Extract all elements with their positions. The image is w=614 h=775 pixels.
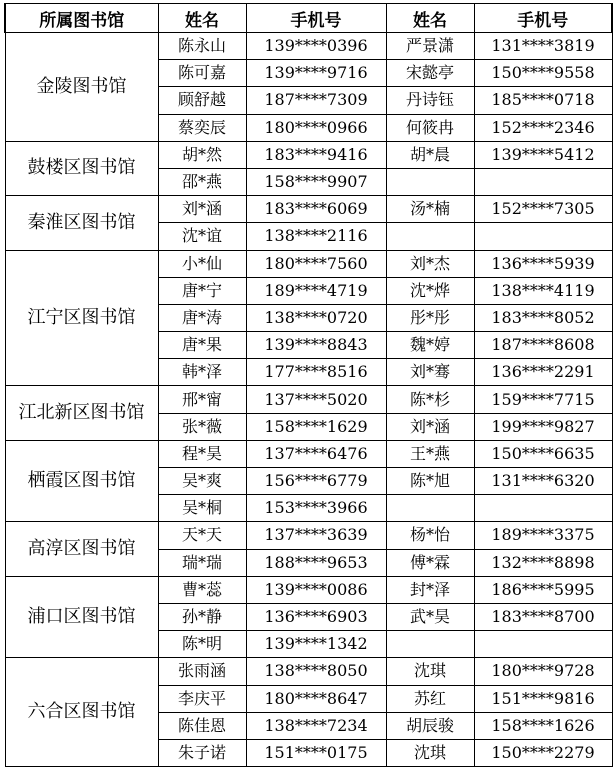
name-1-cell: 蔡奕辰 bbox=[158, 114, 246, 141]
header-name-2: 姓名 bbox=[386, 4, 474, 33]
phone-2-cell: 150****6635 bbox=[474, 440, 612, 467]
name-2-cell: 刘*涵 bbox=[386, 413, 474, 440]
name-1-cell: 陈*明 bbox=[158, 631, 246, 658]
phone-2-cell bbox=[474, 495, 612, 522]
name-2-cell: 彤*彤 bbox=[386, 304, 474, 331]
phone-2-cell: 136****2291 bbox=[474, 359, 612, 386]
header-library: 所属图书馆 bbox=[5, 4, 158, 33]
name-1-cell: 邵*燕 bbox=[158, 168, 246, 195]
header-phone-1: 手机号 bbox=[246, 4, 386, 33]
table-row bbox=[5, 250, 612, 277]
name-2-cell: 封*泽 bbox=[386, 576, 474, 603]
name-1-cell: 顾舒越 bbox=[158, 87, 246, 114]
table-row bbox=[5, 196, 612, 223]
phone-2-cell: 136****5939 bbox=[474, 250, 612, 277]
table-row bbox=[5, 522, 612, 549]
name-2-cell: 汤*楠 bbox=[386, 196, 474, 223]
name-2-cell: 丹诗钰 bbox=[386, 87, 474, 114]
phone-2-cell: 187****8608 bbox=[474, 332, 612, 359]
phone-1-cell: 180****7560 bbox=[246, 250, 386, 277]
table-row bbox=[5, 658, 612, 685]
library-cell: 栖霞区图书馆 bbox=[5, 440, 158, 522]
phone-1-cell: 151****0175 bbox=[246, 739, 386, 766]
phone-1-cell: 189****4719 bbox=[246, 277, 386, 304]
name-2-cell: 胡*晨 bbox=[386, 141, 474, 168]
name-1-cell: 张雨涵 bbox=[158, 658, 246, 685]
phone-1-cell: 139****1342 bbox=[246, 631, 386, 658]
name-1-cell: 韩*泽 bbox=[158, 359, 246, 386]
name-2-cell: 严景潇 bbox=[386, 33, 474, 60]
header-row bbox=[5, 4, 612, 33]
name-1-cell: 朱子诺 bbox=[158, 739, 246, 766]
name-1-cell: 刘*涵 bbox=[158, 196, 246, 223]
header-name-1: 姓名 bbox=[158, 4, 246, 33]
phone-2-cell: 150****9558 bbox=[474, 60, 612, 87]
name-2-cell: 沈琪 bbox=[386, 739, 474, 766]
name-2-cell: 宋懿亭 bbox=[386, 60, 474, 87]
name-2-cell: 魏*婷 bbox=[386, 332, 474, 359]
library-cell: 江宁区图书馆 bbox=[5, 250, 158, 386]
phone-2-cell: 183****8052 bbox=[474, 304, 612, 331]
library-cell: 高淳区图书馆 bbox=[5, 522, 158, 576]
name-2-cell bbox=[386, 631, 474, 658]
phone-2-cell: 189****3375 bbox=[474, 522, 612, 549]
phone-1-cell: 138****0720 bbox=[246, 304, 386, 331]
name-2-cell: 杨*怡 bbox=[386, 522, 474, 549]
phone-1-cell: 177****8516 bbox=[246, 359, 386, 386]
name-2-cell: 刘*骞 bbox=[386, 359, 474, 386]
phone-1-cell: 139****8843 bbox=[246, 332, 386, 359]
phone-1-cell: 158****9907 bbox=[246, 168, 386, 195]
phone-1-cell: 136****6903 bbox=[246, 603, 386, 630]
phone-1-cell: 137****5020 bbox=[246, 386, 386, 413]
name-2-cell: 王*燕 bbox=[386, 440, 474, 467]
name-2-cell: 陈*旭 bbox=[386, 468, 474, 495]
table-row bbox=[5, 33, 612, 60]
name-2-cell bbox=[386, 168, 474, 195]
phone-1-cell: 158****1629 bbox=[246, 413, 386, 440]
phone-1-cell: 139****0086 bbox=[246, 576, 386, 603]
table-row bbox=[5, 440, 612, 467]
table-row bbox=[5, 141, 612, 168]
phone-2-cell: 152****7305 bbox=[474, 196, 612, 223]
phone-1-cell: 138****7234 bbox=[246, 712, 386, 739]
phone-2-cell: 152****2346 bbox=[474, 114, 612, 141]
phone-2-cell: 138****4119 bbox=[474, 277, 612, 304]
name-1-cell: 邢*甯 bbox=[158, 386, 246, 413]
library-cell: 鼓楼区图书馆 bbox=[5, 141, 158, 195]
phone-2-cell: 199****9827 bbox=[474, 413, 612, 440]
library-cell: 浦口区图书馆 bbox=[5, 576, 158, 658]
library-cell: 六合区图书馆 bbox=[5, 658, 158, 767]
name-1-cell: 瑞*瑞 bbox=[158, 549, 246, 576]
phone-2-cell: 150****2279 bbox=[474, 739, 612, 766]
name-1-cell: 陈可嘉 bbox=[158, 60, 246, 87]
name-1-cell: 张*薇 bbox=[158, 413, 246, 440]
library-cell: 江北新区图书馆 bbox=[5, 386, 158, 440]
phone-1-cell: 137****6476 bbox=[246, 440, 386, 467]
name-2-cell bbox=[386, 495, 474, 522]
name-1-cell: 陈永山 bbox=[158, 33, 246, 60]
name-1-cell: 胡*然 bbox=[158, 141, 246, 168]
name-1-cell: 程*昊 bbox=[158, 440, 246, 467]
phone-2-cell: 159****7715 bbox=[474, 386, 612, 413]
phone-2-cell: 180****9728 bbox=[474, 658, 612, 685]
table-row bbox=[5, 576, 612, 603]
phone-1-cell: 138****8050 bbox=[246, 658, 386, 685]
name-1-cell: 陈佳恩 bbox=[158, 712, 246, 739]
name-2-cell: 沈*烨 bbox=[386, 277, 474, 304]
phone-2-cell: 183****8700 bbox=[474, 603, 612, 630]
name-1-cell: 吴*爽 bbox=[158, 468, 246, 495]
name-2-cell: 陈*杉 bbox=[386, 386, 474, 413]
winners-table bbox=[4, 3, 613, 767]
phone-2-cell: 131****3819 bbox=[474, 33, 612, 60]
phone-2-cell: 151****9816 bbox=[474, 685, 612, 712]
name-1-cell: 唐*果 bbox=[158, 332, 246, 359]
phone-2-cell bbox=[474, 631, 612, 658]
phone-2-cell bbox=[474, 223, 612, 250]
name-2-cell: 武*昊 bbox=[386, 603, 474, 630]
phone-1-cell: 183****9416 bbox=[246, 141, 386, 168]
name-1-cell: 小*仙 bbox=[158, 250, 246, 277]
name-2-cell: 何筱冉 bbox=[386, 114, 474, 141]
name-2-cell: 傅*霖 bbox=[386, 549, 474, 576]
table-body bbox=[5, 33, 612, 767]
name-2-cell: 苏红 bbox=[386, 685, 474, 712]
name-1-cell: 吴*桐 bbox=[158, 495, 246, 522]
phone-2-cell: 139****5412 bbox=[474, 141, 612, 168]
phone-2-cell: 158****1626 bbox=[474, 712, 612, 739]
library-cell: 金陵图书馆 bbox=[5, 33, 158, 142]
phone-2-cell: 186****5995 bbox=[474, 576, 612, 603]
name-1-cell: 曹*蕊 bbox=[158, 576, 246, 603]
table-row bbox=[5, 386, 612, 413]
phone-1-cell: 188****9653 bbox=[246, 549, 386, 576]
name-1-cell: 李庆平 bbox=[158, 685, 246, 712]
library-cell: 秦淮区图书馆 bbox=[5, 196, 158, 250]
phone-1-cell: 180****0966 bbox=[246, 114, 386, 141]
name-1-cell: 唐*涛 bbox=[158, 304, 246, 331]
name-1-cell: 天*天 bbox=[158, 522, 246, 549]
phone-2-cell: 132****8898 bbox=[474, 549, 612, 576]
name-2-cell: 沈琪 bbox=[386, 658, 474, 685]
phone-1-cell: 156****6779 bbox=[246, 468, 386, 495]
phone-2-cell: 185****0718 bbox=[474, 87, 612, 114]
phone-2-cell bbox=[474, 168, 612, 195]
name-1-cell: 沈*谊 bbox=[158, 223, 246, 250]
name-2-cell: 刘*杰 bbox=[386, 250, 474, 277]
phone-1-cell: 187****7309 bbox=[246, 87, 386, 114]
phone-1-cell: 153****3966 bbox=[246, 495, 386, 522]
header-phone-2: 手机号 bbox=[474, 4, 612, 33]
phone-1-cell: 139****0396 bbox=[246, 33, 386, 60]
name-2-cell bbox=[386, 223, 474, 250]
name-2-cell: 胡辰骏 bbox=[386, 712, 474, 739]
phone-1-cell: 137****3639 bbox=[246, 522, 386, 549]
name-1-cell: 孙*静 bbox=[158, 603, 246, 630]
phone-1-cell: 138****2116 bbox=[246, 223, 386, 250]
phone-1-cell: 183****6069 bbox=[246, 196, 386, 223]
name-1-cell: 唐*宁 bbox=[158, 277, 246, 304]
phone-1-cell: 139****9716 bbox=[246, 60, 386, 87]
phone-2-cell: 131****6320 bbox=[474, 468, 612, 495]
phone-1-cell: 180****8647 bbox=[246, 685, 386, 712]
